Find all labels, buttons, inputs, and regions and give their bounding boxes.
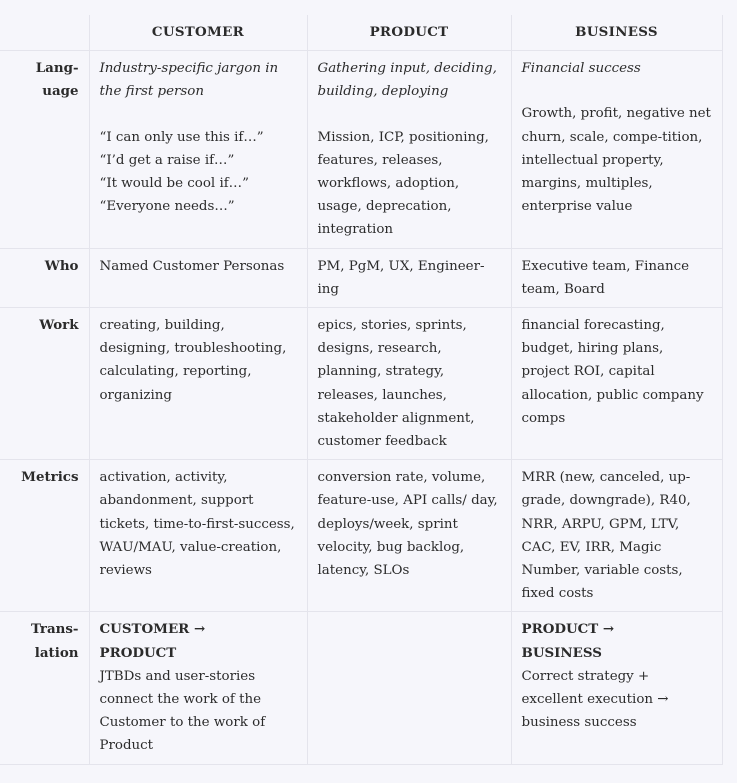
translation-text: JTBDs and user-stories connect the work of the Customer to the work of Product (99, 668, 266, 754)
row-label-work: Work (0, 308, 89, 460)
cell-work-product: epics, stories, sprints, designs, research, planning, strategy, releases, launches, stakeholder alignment, customer feedback (307, 308, 511, 460)
corner-cell (0, 15, 89, 51)
business-language-text: Growth, profit, negative net churn, scale, compe-tition, intellectual property, margins, multiples, enterprise value (521, 106, 711, 215)
cell-work-business: financial forecasting, budget, hiring plans, project ROI, capital allocation, public company comps (511, 308, 722, 460)
translation-title-line: CUSTOMER → (99, 621, 206, 638)
row-label-language (0, 51, 89, 248)
cell-language-business (511, 51, 722, 248)
cell-who-business: Executive team, Finance team, Board (511, 248, 722, 307)
row-metrics (0, 460, 722, 612)
quote-line: “Everyone needs…” (99, 199, 235, 215)
cell-metrics-customer: activation, activity, abandonment, support tickets, time-to-first-success, WAU/MAU, value-creation, reviews (89, 460, 307, 612)
row-work (0, 308, 722, 460)
header-row (0, 15, 722, 51)
cell-translation-product (307, 612, 511, 764)
customer-language-summary: Industry-specific jargon in the first person (99, 61, 279, 100)
cell-metrics-business: MRR (new, canceled, up-grade, downgrade), R40, NRR, ARPU, GPM, LTV, CAC, EV, IRR, Magic Number, variable costs, fixed costs (511, 460, 722, 612)
translation-title-line: PRODUCT (99, 644, 177, 661)
row-translation (0, 612, 722, 764)
row-label-who: Who (0, 248, 89, 307)
header-customer: CUSTOMER (89, 15, 307, 51)
row-label-part: uage (42, 83, 79, 100)
cell-language-product (307, 51, 511, 248)
row-label-part: lation (34, 644, 79, 661)
translation-title-line: BUSINESS (521, 644, 602, 661)
cell-who-customer: Named Customer Personas (89, 248, 307, 307)
cell-translation-business (511, 612, 722, 764)
row-label-part: Trans- (30, 621, 79, 638)
cell-metrics-product: conversion rate, volume, feature-use, API calls/ day, deploys/week, sprint velocity, bug backlog, latency, SLOs (307, 460, 511, 612)
header-business: BUSINESS (511, 15, 722, 51)
business-language-summary: Financial success (521, 61, 641, 77)
product-language-summary: Gathering input, deciding, building, deploying (317, 61, 497, 100)
comparison-table (0, 15, 723, 765)
quote-line: “It would be cool if…” (99, 176, 249, 192)
quote-line: “I can only use this if…” (99, 129, 264, 145)
cell-language-customer (89, 51, 307, 248)
row-label-translation (0, 612, 89, 764)
cell-who-product: PM, PgM, UX, Engineer-ing (307, 248, 511, 307)
row-label-part: Lang- (35, 60, 79, 77)
row-who (0, 248, 722, 307)
quote-line: “I’d get a raise if…” (99, 152, 235, 168)
cell-translation-customer (89, 612, 307, 764)
row-label-metrics: Metrics (0, 460, 89, 612)
product-language-text: Mission, ICP, positioning, features, releases, workflows, adoption, usage, deprecation, integration (317, 129, 489, 238)
translation-text: Correct strategy + excellent execution → business success (521, 668, 669, 731)
header-product: PRODUCT (307, 15, 511, 51)
translation-title-line: PRODUCT → (521, 621, 615, 638)
row-language (0, 51, 722, 248)
cell-work-customer: creating, building, designing, troubleshooting, calculating, reporting, organizing (89, 308, 307, 460)
